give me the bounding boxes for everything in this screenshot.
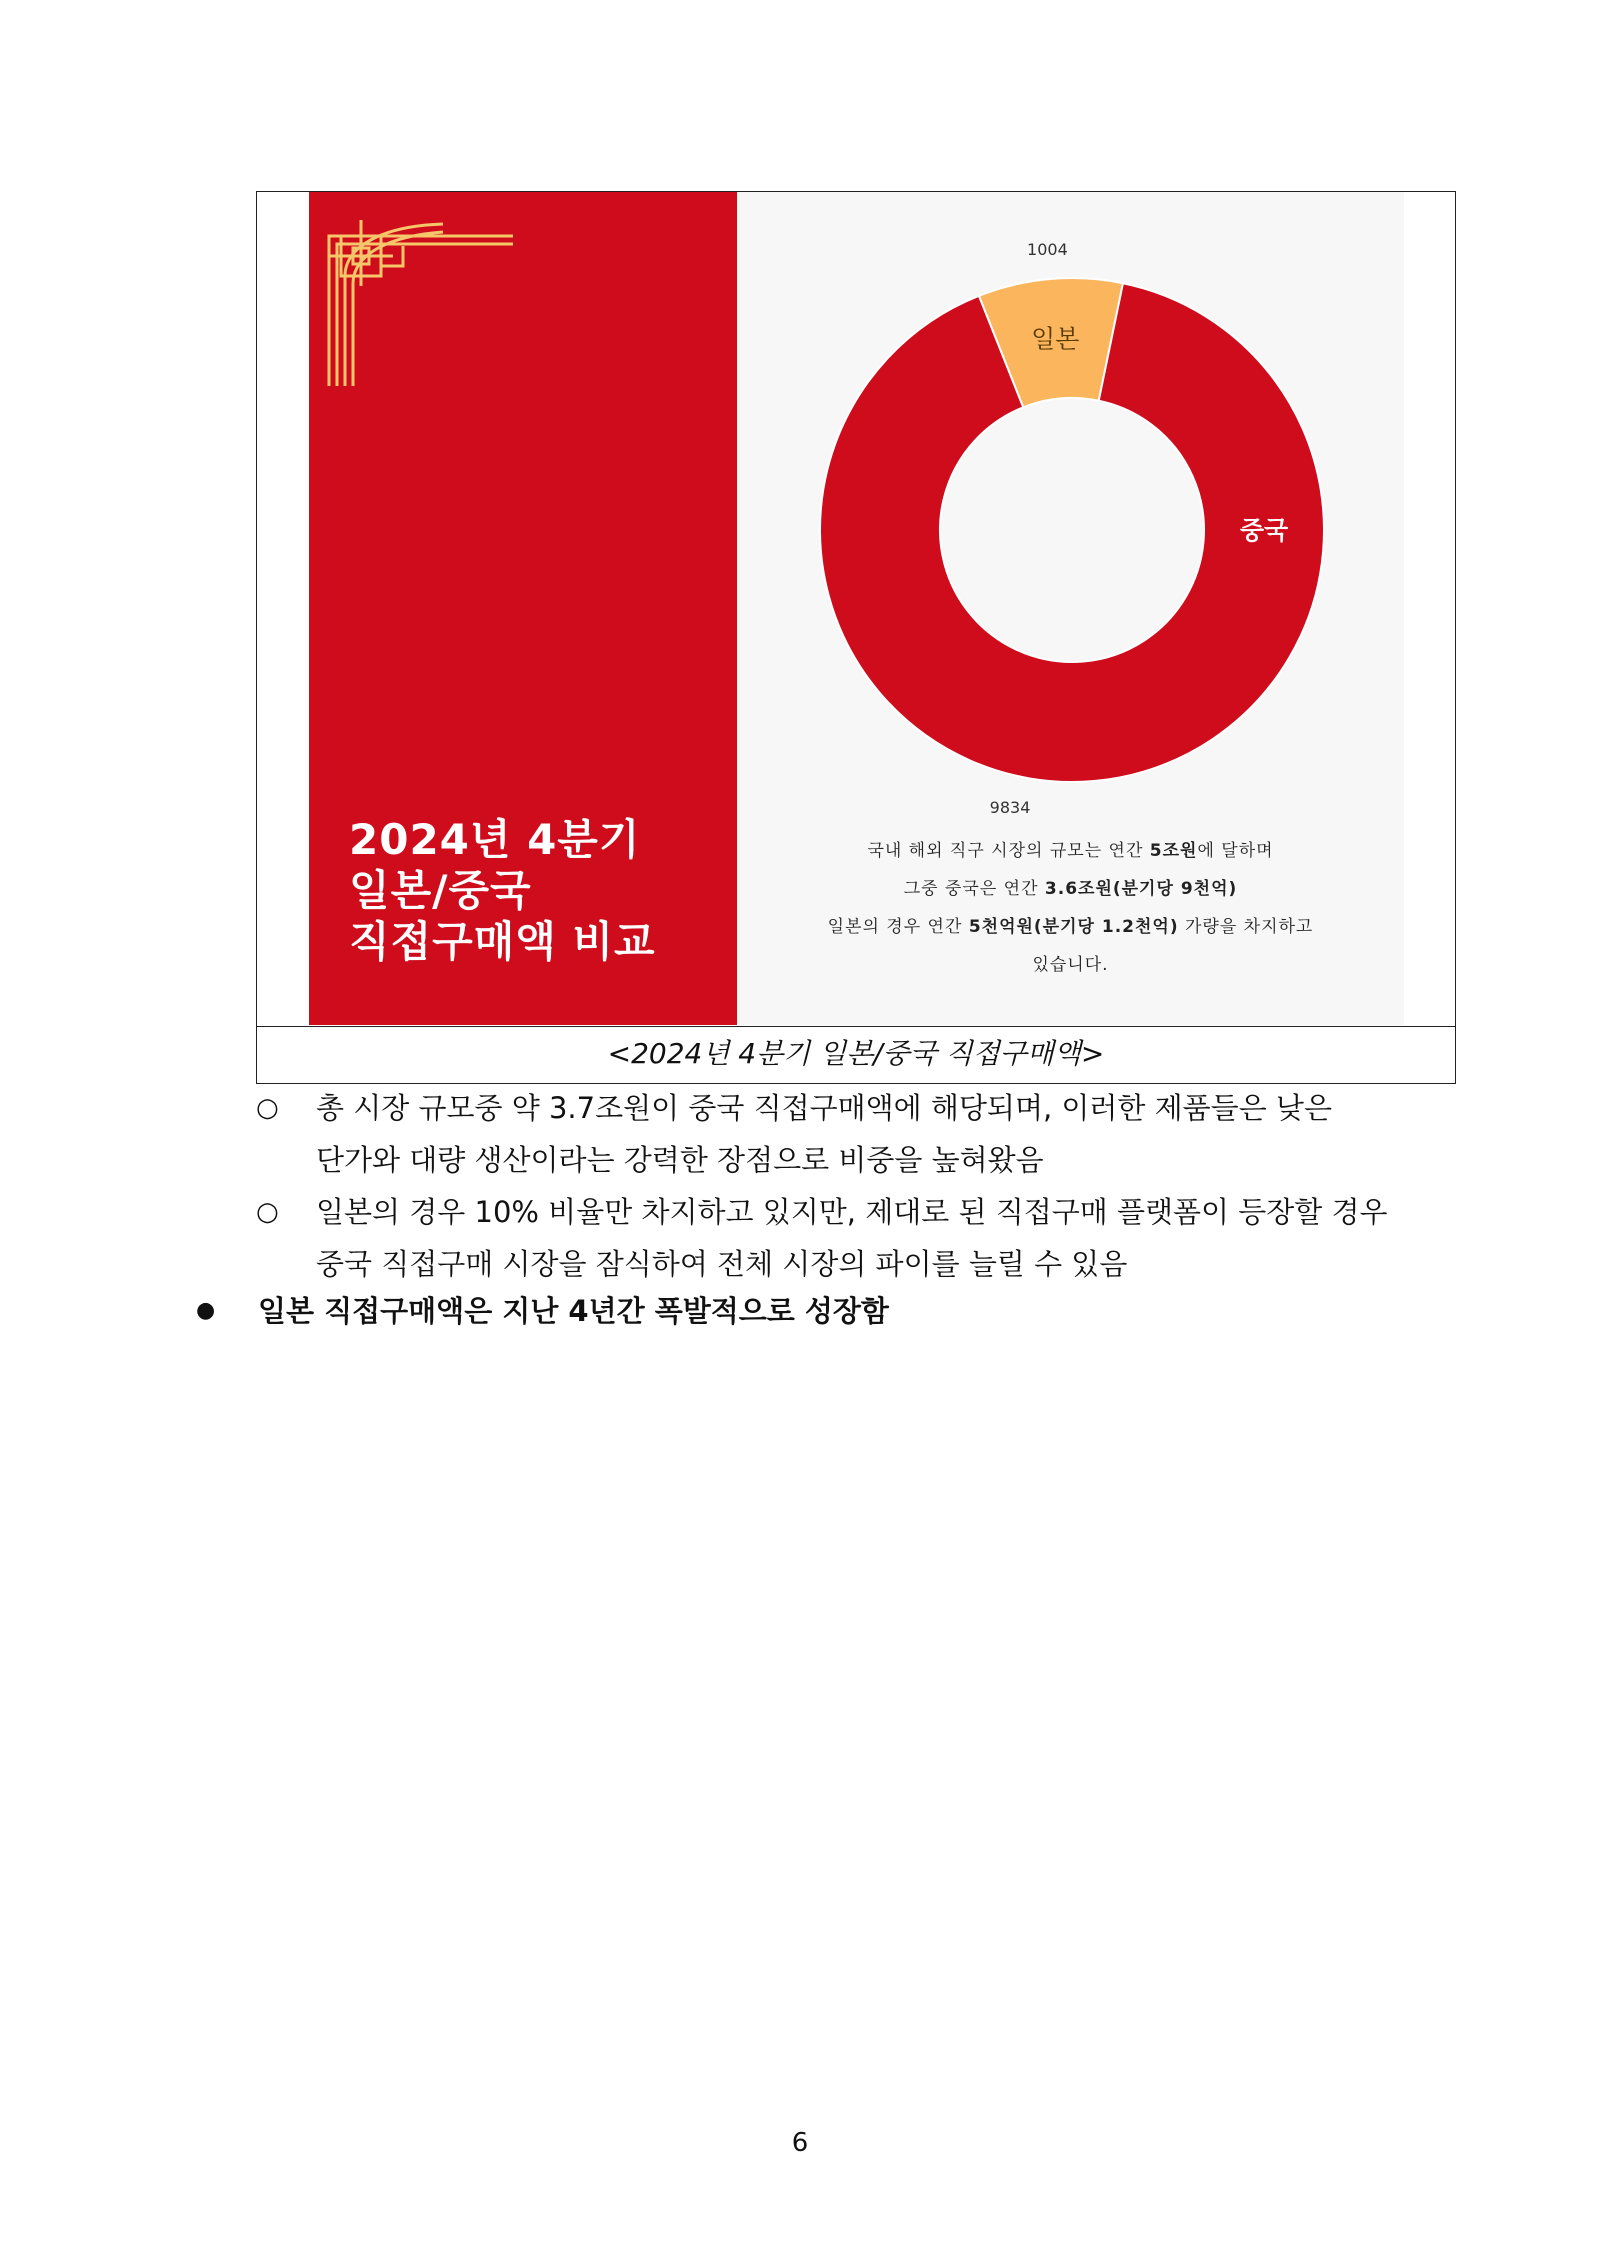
sub-item-marker: ○ (256, 1197, 279, 1227)
description-text: 그중 중국은 연간 (903, 879, 1045, 899)
figure-table (256, 191, 1456, 1084)
bullet-text: 일본 직접구매액은 지난 4년간 폭발적으로 성장함 (258, 1294, 889, 1328)
bullet-marker: ● (196, 1298, 216, 1323)
sub-item-2 (256, 1186, 1506, 1290)
slice-value-label: 1004 (1027, 240, 1068, 260)
corner-ornament-icon (323, 206, 513, 396)
sub-item-1 (256, 1082, 1506, 1186)
bullet-item (196, 1285, 889, 1337)
slice-category-label: 일본 (1031, 324, 1080, 354)
sub-item-line: 총 시장 규모중 약 3.7조원이 중국 직접구매액에 해당되며, 이러한 제품들은 낮은 (316, 1091, 1332, 1125)
slide-title-line-2: 일본/중국 (349, 866, 532, 915)
description-text: 있습니다. (1032, 955, 1109, 975)
sub-item-line: 단가와 대량 생산이라는 강력한 장점으로 비중을 높혀왔음 (316, 1143, 1044, 1177)
sub-item-marker: ○ (256, 1093, 279, 1123)
slide-title-line-1: 2024년 4분기 (349, 815, 641, 864)
slide-right-panel (737, 192, 1404, 1025)
sub-item-line: 일본의 경우 10% 비율만 차지하고 있지만, 제대로 된 직접구매 플랫폼이 등장할 경우 (316, 1195, 1388, 1229)
description-line (737, 832, 1404, 870)
figure-cell (257, 192, 1455, 1027)
description-text: 가량을 차지하고 (1178, 917, 1314, 937)
slice-category-label: 중국 (1239, 516, 1289, 545)
slide-title-line-3: 직접구매액 비교 (349, 917, 656, 966)
description-text: 일본의 경우 연간 (827, 917, 969, 937)
figure-caption: <2024년 4분기 일본/중국 직접구매액> (607, 1037, 1105, 1070)
slide-left-panel (309, 192, 737, 1025)
donut-chart (737, 192, 1404, 832)
description-line (737, 946, 1404, 984)
description-line (737, 908, 1404, 946)
slide-title (349, 814, 729, 967)
page-number: 6 (791, 2128, 809, 2158)
description-bold: 3.6조원(분기당 9천억) (1044, 879, 1238, 899)
description-text: 국내 해외 직구 시장의 규모는 연간 (867, 841, 1150, 861)
description-bold: 5천억원(분기당 1.2천억) (968, 917, 1179, 937)
description-line (737, 870, 1404, 908)
slide-description (737, 832, 1404, 984)
slice-value-label: 9834 (989, 798, 1031, 818)
sub-item-text (316, 1082, 1506, 1186)
sub-item-line: 중국 직접구매 시장을 잠식하여 전체 시장의 파이를 늘릴 수 있음 (316, 1247, 1128, 1281)
slide-image (309, 192, 1404, 1025)
description-bold: 5조원 (1149, 841, 1198, 861)
description-text: 에 달하며 (1197, 841, 1274, 861)
sub-item-text (316, 1186, 1506, 1290)
